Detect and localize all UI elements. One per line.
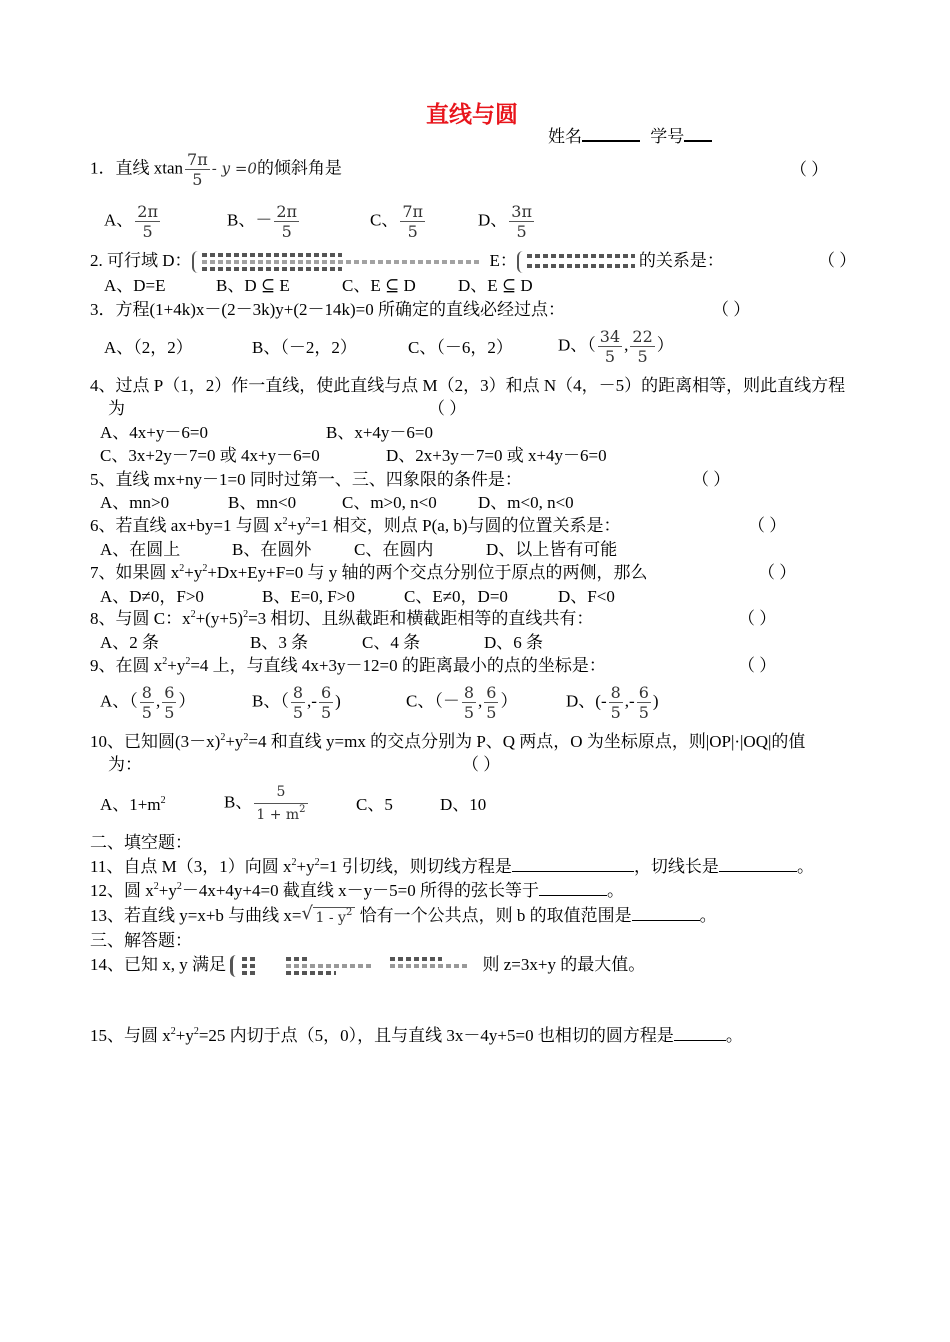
- q1-minus-y: - y =0: [211, 159, 257, 178]
- q13-blank[interactable]: [632, 905, 700, 921]
- q1-option-a: A、 $\frac{2\pi}{5}$: [104, 202, 158, 241]
- q6-option-d: D、以上皆有可能: [486, 540, 618, 559]
- q4-stem: 4、过点 P（1，2）作一直线，使此直线与点 M（2，3）和点 N（4，－5）的距离相等，则此直线方程: [90, 376, 846, 395]
- q5-option-d: D、m<0, n<0: [478, 493, 574, 512]
- q2-mid: E：: [489, 251, 517, 270]
- section-solve: 三、解答题：: [90, 931, 192, 950]
- q1-fraction: $\frac{7\pi}{5}$: [187, 150, 208, 189]
- question-2: [90, 251, 724, 273]
- q7-option-d: D、F<0: [558, 587, 615, 606]
- id-label: 学号: [650, 127, 685, 146]
- q11-blank-2[interactable]: [719, 856, 797, 872]
- name-blank[interactable]: [582, 125, 640, 142]
- question-1: [90, 150, 342, 189]
- id-blank[interactable]: [684, 125, 712, 142]
- q2-system-e: [517, 251, 635, 273]
- q2-prefix: 2. 可行域 D：: [90, 251, 192, 270]
- q1-prefix: 1．直线 xtan: [90, 158, 184, 178]
- question-11: 11、自点 M（3，1）向圆 $x^2+y^2=1$ 引切线，则切线方程是 ，切线长是 。: [90, 857, 814, 876]
- q10-answer-paren: （ ）: [462, 755, 501, 774]
- q2-option-a: A、D=E: [104, 276, 166, 295]
- section-fill-in: 二、填空题：: [90, 833, 192, 852]
- q2-system-d: [192, 251, 482, 273]
- q8-option-d: D、6 条: [484, 633, 544, 652]
- q8-option-a: A、2 条: [100, 633, 160, 652]
- q9-option-c: C、（－ $\frac{8}{5}$ , $\frac{6}{5}$ ）: [406, 683, 518, 722]
- q4-answer-paren: （ ）: [428, 399, 467, 418]
- question-7: 7、如果圆 $x^2+y^2+Dx+Ey+F=0$ 与 y 轴的两个交点分别位于原点的两侧，那么: [90, 563, 648, 582]
- q1-option-d: D、 $\frac{3\pi}{5}$: [478, 202, 532, 241]
- q4-stem-cont: 为: [108, 399, 125, 418]
- question-10: 10、已知圆$(3-x)^2+y^2=4$ 和直线 y=mx 的交点分别为 P、Q 两点，O 为坐标原点，则|OP|·|OQ|的值: [90, 732, 806, 751]
- q2-option-c: C、E ⊆ D: [342, 276, 416, 295]
- q3-answer-paren: （ ）: [712, 300, 751, 319]
- q6-option-b: B、在圆外: [232, 540, 312, 559]
- q1-answer-paren: （ ）: [790, 160, 829, 179]
- q1-option-c: C、 $\frac{7\pi}{5}$: [370, 202, 424, 241]
- q2-option-b: B、D ⊆ E: [216, 276, 290, 295]
- q4-option-d: D、2x+3y－7=0 或 x+4y－6=0: [386, 446, 607, 465]
- q3-option-c: C、（－6，2）: [408, 338, 513, 357]
- question-6: 6、若直线 ax+by=1 与圆 $x^2+y^2=1$ 相交，则点 P(a, b)与圆的位置关系是：: [90, 516, 621, 535]
- q6-option-c: C、在圆内: [354, 540, 434, 559]
- q2-answer-paren: （ ）: [818, 251, 857, 270]
- q7-answer-paren: （ ）: [758, 563, 797, 582]
- q5-option-b: B、mn<0: [228, 493, 297, 512]
- q6-option-a: A、在圆上: [100, 540, 181, 559]
- q10-option-c: C、5: [356, 795, 393, 814]
- q2-suffix: 的关系是：: [638, 251, 724, 270]
- q4-option-a: A、4x+y－6=0: [100, 423, 208, 442]
- q9-option-a: A、（ $\frac{8}{5}$ , $\frac{6}{5}$ ）: [100, 683, 196, 722]
- q8-option-c: C、4 条: [362, 633, 421, 652]
- q4-option-c: C、3x+2y－7=0 或 4x+y－6=0: [100, 446, 320, 465]
- student-info: [548, 125, 712, 147]
- q3-option-b: B、（－2，2）: [252, 338, 357, 357]
- q7-option-b: B、E=0, F>0: [262, 587, 355, 606]
- q5-stem: 5、直线 mx+ny－1=0 同时过第一、三、四象限的条件是：: [90, 470, 522, 489]
- q10-option-b: B、 $\frac{5}{1 + m^2}$: [224, 781, 310, 826]
- q6-answer-paren: （ ）: [748, 516, 787, 535]
- q1-option-b: B、－ $\frac{2\pi}{5}$: [227, 202, 298, 241]
- q4-option-b: B、x+4y－6=0: [326, 423, 434, 442]
- q9-option-b: B、（ $\frac{8}{5}$ ,- $\frac{6}{5}$ ): [252, 683, 341, 722]
- q8-answer-paren: （ ）: [738, 609, 777, 628]
- name-label: 姓名: [548, 127, 582, 146]
- q1-suffix: 的倾斜角是: [256, 158, 342, 178]
- q9-answer-paren: （ ）: [738, 656, 777, 675]
- q8-option-b: B、3 条: [250, 633, 309, 652]
- question-12: 12、圆 $x^2+y^2-4x+4y+4=0$ 截直线 x－y－5=0 所得的弦长等于 。: [90, 881, 624, 900]
- question-15: 15、与圆 $x^2+y^2=25$ 内切于点（5，0），且与直线 3x－4y+5=0 也相切的圆方程是 。: [90, 1026, 743, 1045]
- q13-sqrt: √ $1 - y^2$: [302, 907, 356, 928]
- q5-answer-paren: （ ）: [692, 470, 731, 489]
- q12-blank[interactable]: [539, 880, 607, 896]
- question-14: 14、已知 x, y 满足 则 z=3x+y 的最大值。: [90, 955, 645, 977]
- q7-option-a: A、D≠0，F>0: [100, 587, 204, 606]
- q3-option-d: D、（ $\frac{34}{5}$ , $\frac{22}{5}$ ）: [558, 327, 674, 366]
- q10-option-a: A、$1+m^2$: [100, 795, 166, 814]
- q14-constraint-system: [230, 955, 478, 977]
- q7-option-c: C、E≠0，D=0: [404, 587, 508, 606]
- q3-stem: 3．方程(1+4k)x－(2－3k)y+(2－14k)=0 所确定的直线必经过点：: [90, 300, 565, 319]
- q15-blank[interactable]: [674, 1025, 726, 1041]
- q3-option-a: A、（2，2）: [104, 338, 193, 357]
- q11-blank-1[interactable]: [512, 856, 634, 872]
- question-9: 9、在圆 $x^2+y^2=4$ 上，与直线 4x+3y－12=0 的距离最小的点的坐标是：: [90, 656, 606, 675]
- q5-option-c: C、m>0, n<0: [342, 493, 437, 512]
- q10-stem-cont: 为：: [108, 755, 142, 774]
- question-8: 8、与圆 C：$x^2+(y+5)^2=3$ 相切、且纵截距和横截距相等的直线共有：: [90, 609, 594, 628]
- page-title: 直线与圆: [426, 102, 518, 127]
- q2-option-d: D、E ⊆ D: [458, 276, 533, 295]
- q5-option-a: A、mn>0: [100, 493, 170, 512]
- q9-option-d: D、(- $\frac{8}{5}$ ,- $\frac{6}{5}$ ): [566, 683, 659, 722]
- question-13: 13、若直线 y=x+b 与曲线 x= √ $1 - y^2$ 恰有一个公共点，则 b 的取值范围是 。: [90, 902, 717, 926]
- q10-option-d: D、10: [440, 795, 487, 814]
